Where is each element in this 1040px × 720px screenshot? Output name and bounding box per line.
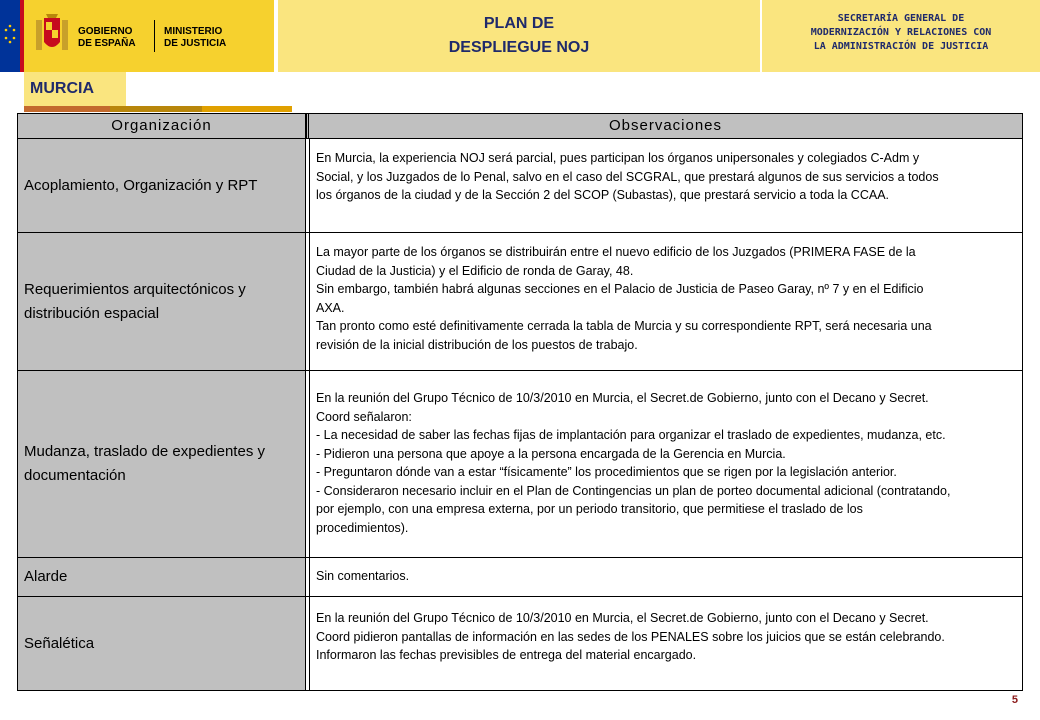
plan-title [278,12,760,60]
logo-gobierno-line-2: DE ESPAÑA [78,38,136,49]
org-text-line-2: documentación [24,467,126,484]
table-row [18,370,1022,557]
decor-bar-3 [202,106,292,112]
plan-title-line-2: DESPLIEGUE NOJ [448,39,590,56]
obs-line: Sin comentarios. [316,569,410,583]
obs-line: En Murcia, la experiencia NOJ será parcial, pues participan los órganos unipersonales y colegiados C-Adm y [316,151,920,165]
org-text [24,440,265,488]
plan-title-line-1: PLAN DE [483,15,555,32]
obs-line: revisión de la inicial distribución de los puestos de trabajo. [316,337,638,352]
org-text [24,278,246,326]
coat-of-arms-icon [34,12,70,58]
obs-line: - Consideraron necesario incluir en el Plan de Contingencias un plan de porteo documental adicional (contratando, [316,483,951,498]
obs-line: - La necesidad de saber las fechas fijas de implantación para organizar el traslado de expedientes, mudanza, etc. [316,428,946,442]
logo-gobierno-line-1: GOBIERNO [78,26,133,37]
obs-line: Coord señalaron: [316,409,412,424]
obs-line: Tan pronto como esté definitivamente cerrada la tabla de Murcia y su correspondiente RPT, será necesaria una [316,319,932,333]
org-cell [18,558,306,596]
org-text-line-1: Mudanza, traslado de expedientes y [24,443,265,460]
org-cell [18,233,306,370]
obs-cell [309,139,1022,232]
obs-line: Ciudad de la Justicia) y el Edificio de ronda de Garay, 48. [316,263,634,278]
obs-line: - Pidieron una persona que apoye a la persona encargada de la Gerencia en Murcia. [316,446,786,461]
obs-cell [309,597,1022,690]
eu-flag-strip [0,0,20,72]
logo-ministerio-text [164,26,226,50]
logo-ministerio-line-1: MINISTERIO [164,26,223,37]
eu-stars-icon [0,0,20,72]
table-header-row [18,114,1022,138]
org-text: Alarde [24,568,68,585]
government-logo [24,0,274,72]
org-cell [18,597,306,690]
obs-line: En la reunión del Grupo Técnico de 10/3/2010 en Murcia, el Secret.de Gobierno, junto con el Decano y Secret. [316,391,929,405]
org-text-line-2: distribución espacial [24,304,160,322]
region-label: MURCIA [30,80,94,97]
logo-gobierno-text [78,26,136,50]
logo-ministerio-line-2: DE JUSTICIA [164,38,227,49]
obs-line: por ejemplo, con una empresa externa, por un periodo transitorio, que permitiese el traslado de los [316,502,863,516]
org-text-line-1: Requerimientos arquitectónicos y [24,280,246,298]
secretaria-box [762,0,1040,72]
org-text: Señalética [24,634,95,652]
header-observaciones: Observaciones [306,114,1022,138]
decor-bar-2 [110,106,202,112]
page-number: 5 [1011,694,1018,706]
logo-divider [154,20,155,52]
table-row [18,138,1022,232]
obs-line: procedimientos). [316,520,409,535]
obs-line: En la reunión del Grupo Técnico de 10/3/2010 en Murcia, el Secret.de Gobierno, junto con el Decano y Secret. [316,611,929,625]
obs-cell [309,233,1022,370]
obs-line: Informaron las fechas previsibles de entrega del material encargado. [316,648,697,662]
org-text: Acoplamiento, Organización y RPT [24,176,258,194]
observations-table [17,113,1023,691]
obs-cell [309,371,1022,557]
secretaria-text [762,12,1040,54]
obs-line: Coord pidieron pantallas de información en las sedes de los PENALES sobre los juicios que se están celebrando. [316,629,945,644]
org-cell [18,371,306,557]
secretaria-line-3: LA ADMINISTRACIÓN DE JUSTICIA [813,41,989,52]
decor-bar-1 [24,106,110,112]
header-organizacion: Organización [18,114,306,138]
secretaria-line-2: MODERNIZACIÓN Y RELACIONES CON [810,27,992,38]
title-box [278,0,760,72]
table-row [18,596,1022,690]
region-tab [24,72,126,106]
table-row [18,232,1022,370]
table-row [18,557,1022,596]
obs-line: - Preguntaron dónde van a estar “físicamente” los procedimientos que se rigen por la legislación anterior. [316,465,897,479]
obs-line: los órganos de la ciudad y de la Sección 2 del SCOP (Subastas), que prestará servicio a toda la CCAA. [316,188,889,202]
secretaria-line-1: SECRETARÍA GENERAL DE [837,13,965,24]
obs-line: AXA. [316,300,345,315]
org-cell [18,139,306,232]
obs-line: Sin embargo, también habrá algunas secciones en el Palacio de Justicia de Paseo Garay, nº 7 y en el Edificio [316,282,924,296]
obs-line: Social, y los Juzgados de lo Penal, salvo en el caso del SCGRAL, que prestará algunos de sus servicios a todos [316,169,939,184]
obs-cell [309,558,1022,596]
header [0,0,1040,72]
obs-line: La mayor parte de los órganos se distribuirán entre el nuevo edificio de los Juzgados (PRIMERA FASE de la [316,245,916,259]
